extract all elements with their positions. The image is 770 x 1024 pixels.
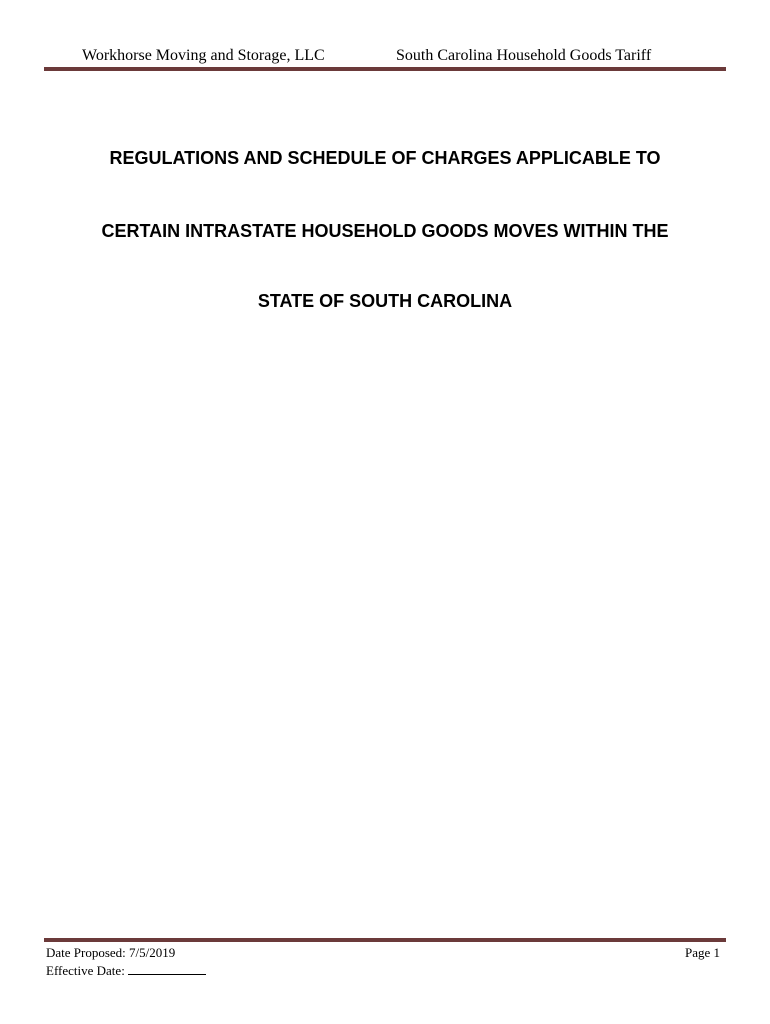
title-line-1: REGULATIONS AND SCHEDULE OF CHARGES APPLICABLE TO	[109, 148, 661, 168]
page-number: Page 1	[684, 945, 720, 960]
page-header	[44, 45, 726, 65]
header-rule	[44, 67, 726, 71]
effective-date-blank	[128, 962, 206, 975]
title-line-3: STATE OF SOUTH CAROLINA	[257, 291, 513, 311]
header-company-name: Workhorse Moving and Storage, LLC	[82, 47, 325, 64]
header-tariff-name: South Carolina Household Goods Tariff	[396, 47, 652, 64]
footer-rule	[44, 938, 726, 942]
date-proposed: Date Proposed: 7/5/2019	[46, 945, 176, 960]
effective-date-label: Effective Date:	[46, 963, 125, 978]
effective-date	[46, 962, 206, 979]
title-line-2: CERTAIN INTRASTATE HOUSEHOLD GOODS MOVES WITHIN THE	[101, 221, 669, 241]
